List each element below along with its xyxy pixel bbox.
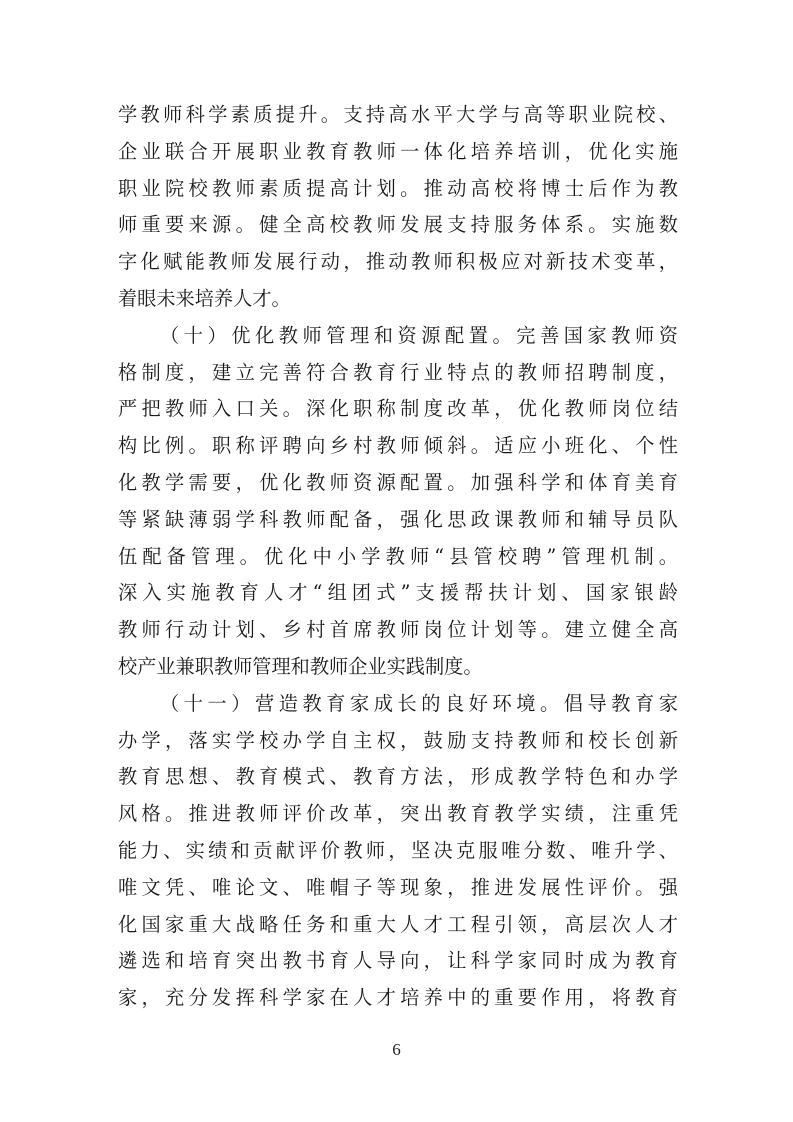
- text-line: 遴选和培育突出教书育人导向，让科学家同时成为教育: [118, 949, 678, 973]
- text-line: 学教师科学素质提升。支持高水平大学与高等职业院校、: [118, 103, 678, 126]
- text-line: 等紧缺薄弱学科教师配备，强化思政课教师和辅导员队: [118, 507, 678, 531]
- text-line: 师重要来源。健全高校教师发展支持服务体系。实施数: [118, 213, 678, 237]
- text-line: 构比例。职称评聘向乡村教师倾斜。适应小班化、个性: [118, 434, 678, 458]
- paragraph-1: [118, 97, 678, 318]
- document-body: [118, 97, 678, 1017]
- text-line: 企业联合开展职业教育教师一体化培养培训，优化实施: [118, 139, 678, 163]
- text-line: 教育思想、教育模式、教育方法，形成教学特色和办学: [118, 765, 678, 789]
- text-line: 着眼未来培养人才。: [118, 286, 291, 310]
- text-line: 办学，落实学校办学自主权，鼓励支持教师和校长创新: [118, 728, 678, 752]
- text-line: 唯文凭、唯论文、唯帽子等现象，推进发展性评价。强: [118, 875, 678, 899]
- text-line: 风格。推进教师评价改革，突出教育教学实绩，注重凭: [118, 802, 678, 826]
- paragraph-2: [118, 318, 678, 686]
- text-line: 化教学需要，优化教师资源配置。加强科学和体育美育: [118, 470, 678, 494]
- text-line: 格制度，建立完善符合教育行业特点的教师招聘制度，: [118, 360, 678, 384]
- text-line: 家，充分发挥科学家在人才培养中的重要作用，将教育: [118, 986, 678, 1010]
- text-line: 化国家重大战略任务和重大人才工程引领，高层次人才: [118, 912, 678, 936]
- text-line: 校产业兼职教师管理和教师企业实践制度。: [118, 654, 483, 678]
- section-heading-line: （十）优化教师管理和资源配置。完善国家教师资: [160, 323, 678, 347]
- text-line: 深入实施教育人才“组团式”支援帮扶计划、国家银龄: [118, 581, 678, 605]
- text-line: 能力、实绩和贡献评价教师，坚决克服唯分数、唯升学、: [118, 838, 678, 862]
- text-line: 伍配备管理。优化中小学教师“县管校聘”管理机制。: [118, 544, 678, 568]
- text-line: 严把教师入口关。深化职称制度改革，优化教师岗位结: [118, 397, 678, 421]
- paragraph-3: [118, 686, 678, 1017]
- section-heading-line: （十一）营造教育家成长的良好环境。倡导教育家: [160, 691, 678, 715]
- page-number: 6: [392, 1040, 401, 1059]
- text-line: 职业院校教师素质提高计划。推动高校将博士后作为教: [118, 176, 678, 200]
- text-line: 字化赋能教师发展行动，推动教师积极应对新技术变革，: [118, 250, 678, 274]
- text-line: 教师行动计划、乡村首席教师岗位计划等。建立健全高: [118, 618, 678, 642]
